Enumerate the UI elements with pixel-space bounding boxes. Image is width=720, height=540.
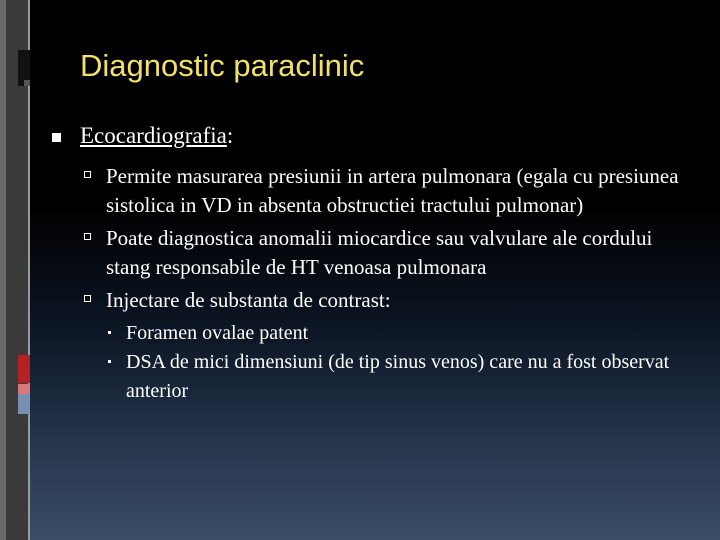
hollow-square-bullet-icon <box>84 171 91 178</box>
slide-title: Diagnostic paraclinic <box>80 48 365 83</box>
decorative-block-blue <box>18 394 30 414</box>
decorative-block-red <box>18 355 30 383</box>
bullet-level2-text: Poate diagnostica anomalii miocardice sau valvulare ale cordului stang responsabile de HT venoasa pulmonara <box>106 226 653 279</box>
bullet-level2 <box>50 224 700 282</box>
bullet-level1-suffix: : <box>226 123 234 148</box>
bullet-level2-text: Injectare de substanta de contrast: <box>106 288 391 312</box>
bullet-level1 <box>50 120 700 152</box>
square-bullet-icon <box>52 133 61 142</box>
hollow-square-bullet-icon <box>84 233 91 240</box>
dot-bullet-icon <box>108 360 111 363</box>
hollow-square-bullet-icon <box>84 295 91 302</box>
bullet-level3-text: DSA de mici dimensiuni (de tip sinus venos) care nu a fost observat anterior <box>126 351 670 402</box>
decorative-block-pink <box>18 384 30 394</box>
bullet-level3 <box>50 319 700 348</box>
bullet-level2-text: Permite masurarea presiunii in artera pulmonara (egala cu presiunea sistolica in VD in absenta obstructiei tractului pulmonar) <box>106 164 679 217</box>
bullet-level2 <box>50 162 700 220</box>
bullet-level3-text: Foramen ovalae patent <box>126 322 309 344</box>
bullet-level2 <box>50 286 700 315</box>
dot-bullet-icon <box>108 331 111 334</box>
bullet-level3 <box>50 348 700 406</box>
decorative-block-small <box>24 80 30 86</box>
slide-content <box>50 120 700 406</box>
left-decorative-strip <box>0 0 6 540</box>
bullet-level1-label[interactable]: Ecocardiografia <box>80 123 227 148</box>
